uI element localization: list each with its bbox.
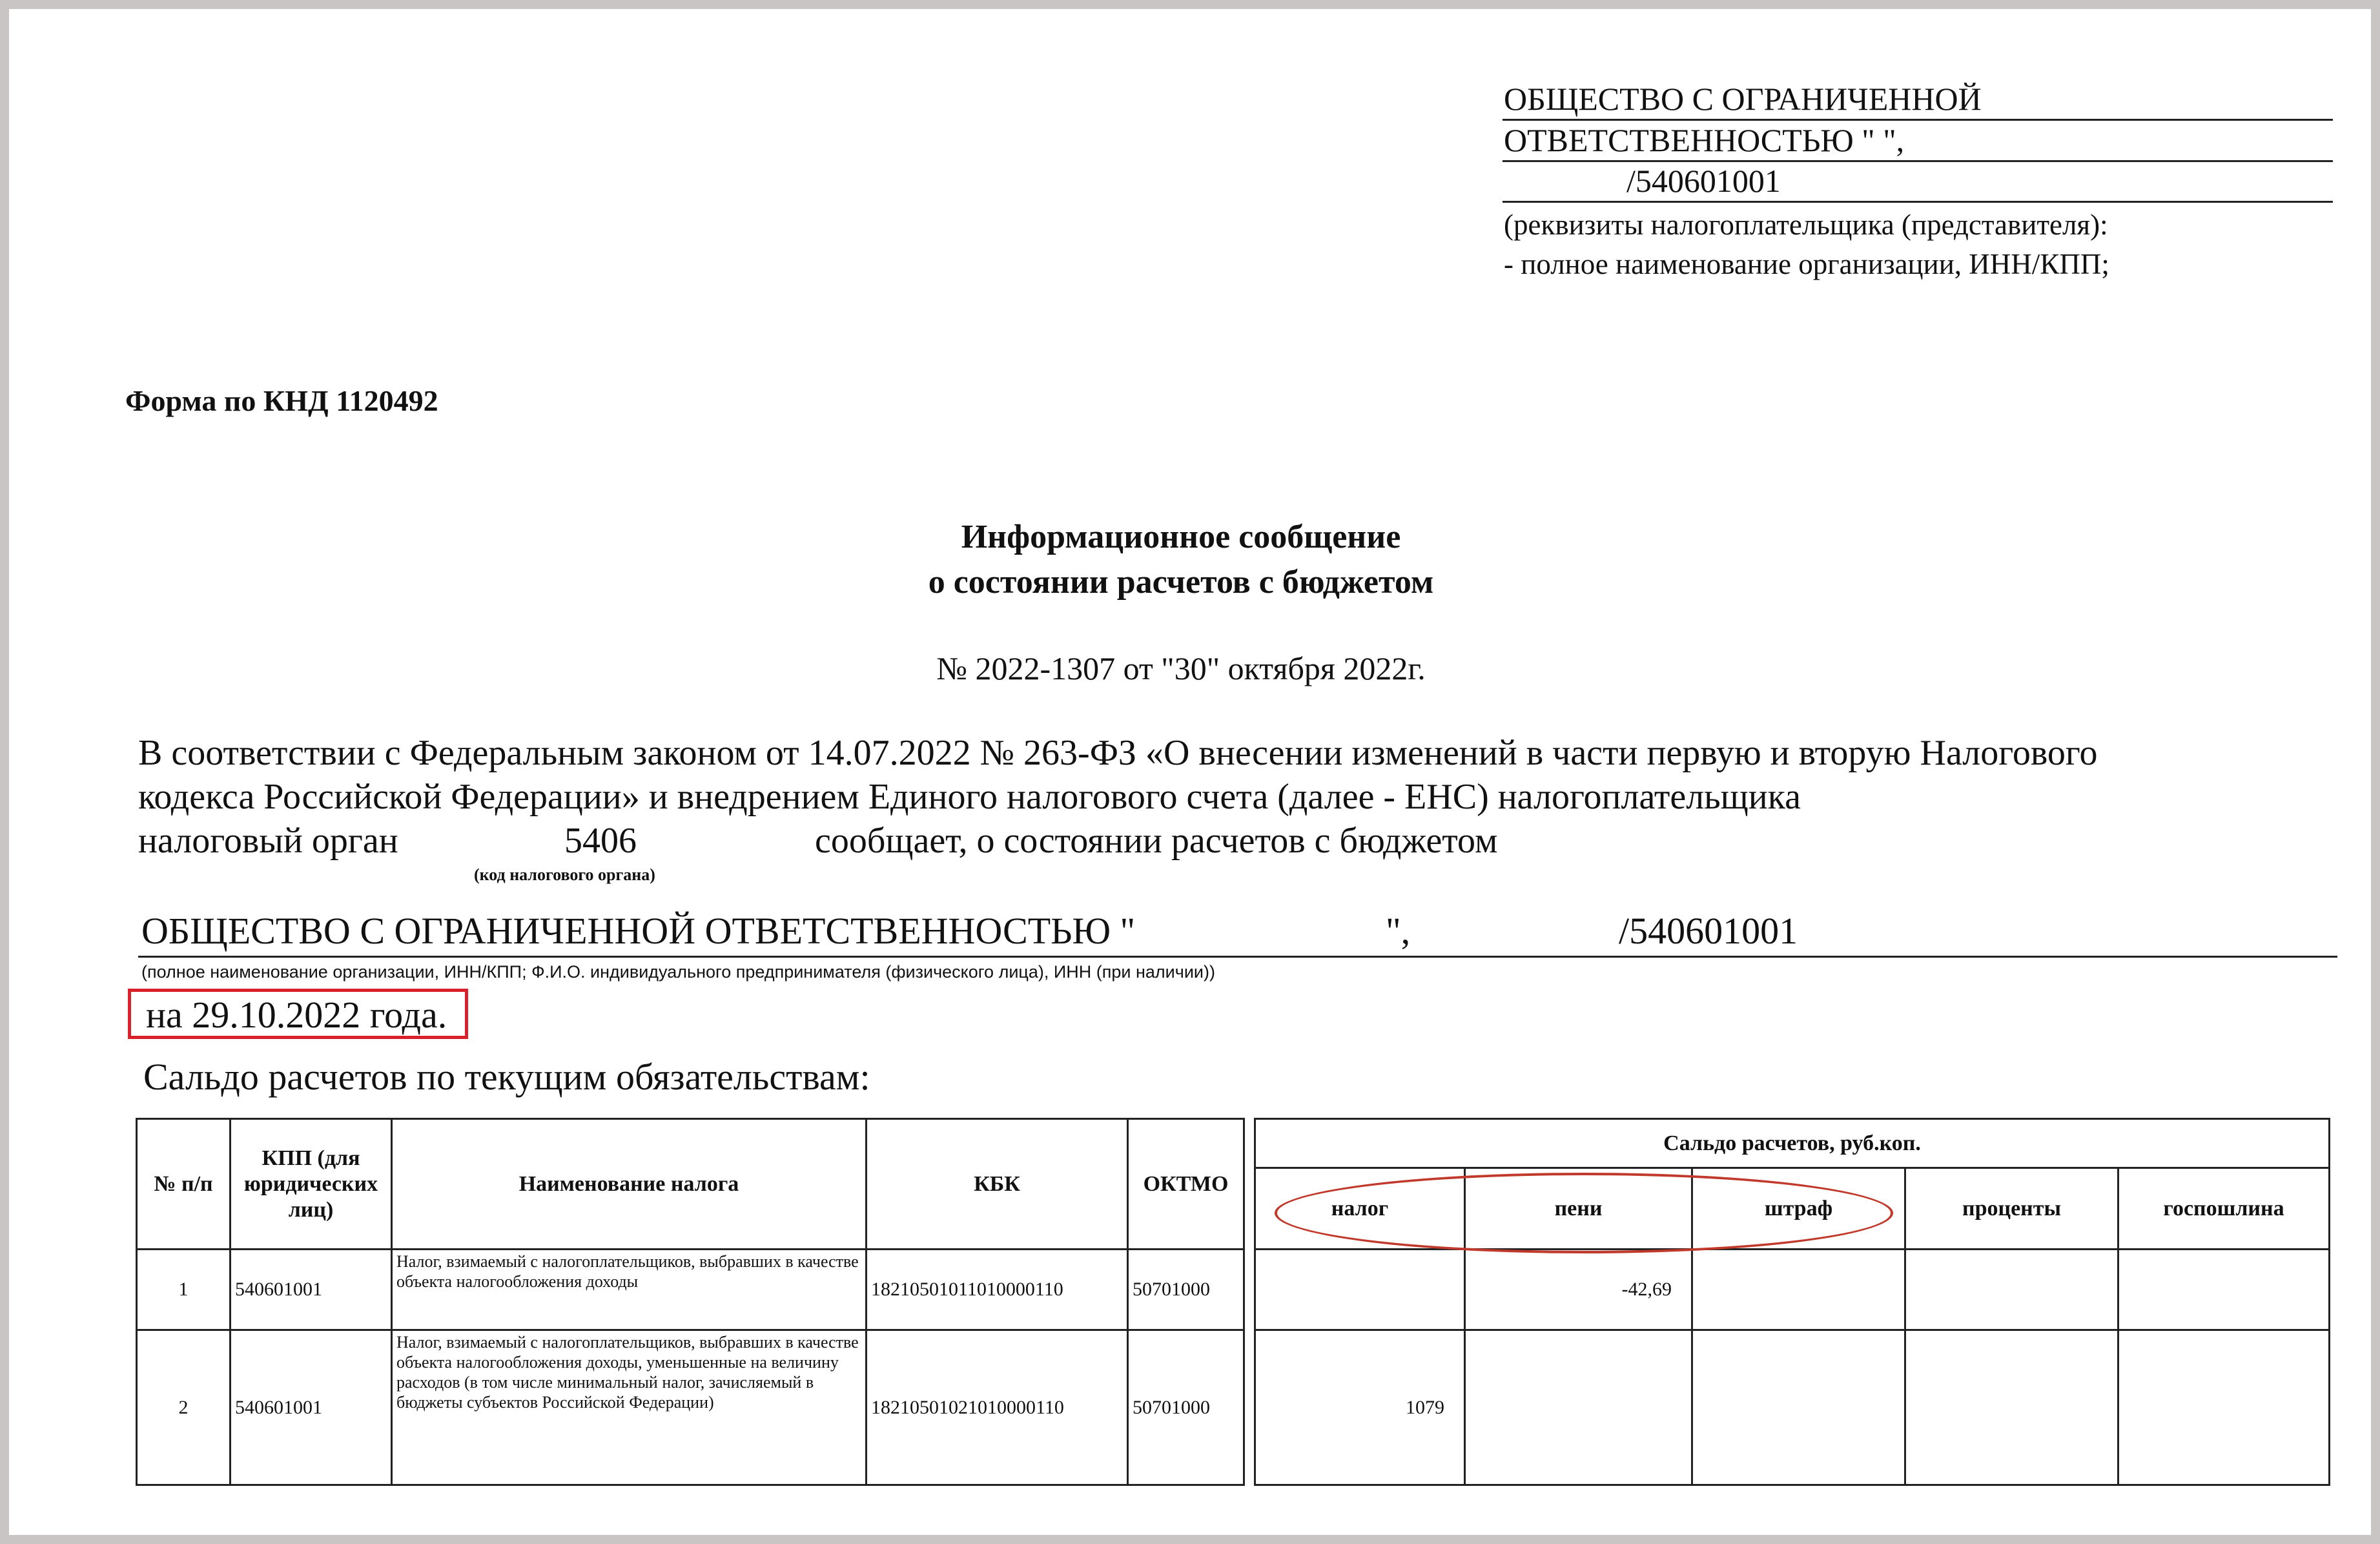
header-kbk: КБК <box>867 1119 1128 1250</box>
row-1-kpp: 540601001 <box>231 1250 392 1330</box>
row-1-num: 1 <box>137 1250 231 1330</box>
organization-rule <box>138 956 2337 958</box>
table-row <box>137 1250 2330 1330</box>
header-tax: налог <box>1255 1168 1465 1250</box>
tax-office-caption: (код налогового органа) <box>474 865 655 884</box>
intro-line-3-suffix: сообщает, о состоянии расчетов с бюджетом <box>815 821 1498 861</box>
intro-line-1: В соответствии с Федеральным законом от 14.07.2022 № 263-ФЗ «О внесении изменений в части первую и вторую Налогового <box>138 733 2098 773</box>
row-2-fine <box>1692 1330 1905 1485</box>
requisites-note-1: (реквизиты налогоплательщика (представителя): <box>1504 209 2108 241</box>
tax-office-code: 5406 <box>564 821 637 861</box>
header-duty: госпошлина <box>2118 1168 2330 1250</box>
header-oktmo: ОКТМО <box>1128 1119 1244 1250</box>
header-num: № п/п <box>137 1119 231 1250</box>
row-1-interest <box>1905 1250 2118 1330</box>
header-fine: штраф <box>1692 1168 1905 1250</box>
row-1-duty <box>2118 1250 2330 1330</box>
row-2-tax-name: Налог, взимаемый с налогоплательщиков, выбравших в качестве объекта налогообложения доходы, уменьшенные на величину расходов (в том числе минимальный налог, зачисляемый в бюджеты субъектов Российской Федерации) <box>392 1330 867 1485</box>
row-2-duty <box>2118 1330 2330 1485</box>
header-interest: проценты <box>1905 1168 2118 1250</box>
row-2-penalty <box>1465 1330 1692 1485</box>
header-penalty: пени <box>1465 1168 1692 1250</box>
header-tax-name: Наименование налога <box>392 1119 867 1250</box>
organization-name-prefix: ОБЩЕСТВО С ОГРАНИЧЕННОЙ ОТВЕТСТВЕННОСТЬЮ " <box>141 910 1136 952</box>
row-2-oktmo: 50701000 <box>1128 1330 1244 1485</box>
organization-caption: (полное наименование организации, ИНН/КПП; Ф.И.О. индивидуального предпринимателя (физического лица), ИНН (при наличии)) <box>141 962 1215 982</box>
balance-table <box>136 1118 2330 1486</box>
row-1-oktmo: 50701000 <box>1128 1250 1244 1330</box>
row-1-tax <box>1255 1250 1465 1330</box>
form-code: Форма по КНД 1120492 <box>125 384 438 417</box>
row-2-num: 2 <box>137 1330 231 1485</box>
table-gap <box>1244 1119 1255 1485</box>
document-title-line-1: Информационное сообщение <box>961 519 1401 555</box>
header-balance-group: Сальдо расчетов, руб.коп. <box>1255 1119 2330 1168</box>
requisites-line-1: ОБЩЕСТВО С ОГРАНИЧЕННОЙ <box>1504 81 1982 117</box>
intro-line-2: кодекса Российской Федерации» и внедрением Единого налогового счета (далее - ЕНС) налогоплательщика <box>138 777 1801 817</box>
headers-highlight-oval <box>1275 1173 1893 1253</box>
row-2-kbk: 18210501021010000110 <box>867 1330 1128 1485</box>
requisites-note-2: - полное наименование организации, ИНН/КПП; <box>1504 248 2109 280</box>
organization-kpp: /540601001 <box>1619 910 1798 952</box>
header-kpp: КПП (для юридических лиц) <box>231 1119 392 1250</box>
row-1-penalty: -42,69 <box>1465 1250 1692 1330</box>
document-page <box>9 9 2371 1535</box>
requisites-line-2: ОТВЕТСТВЕННОСТЬЮ " ", <box>1504 122 1905 158</box>
row-1-tax-name: Налог, взимаемый с налогоплательщиков, выбравших в качестве объекта налогообложения доходы <box>392 1250 867 1330</box>
row-1-fine <box>1692 1250 1905 1330</box>
balance-date: на 29.10.2022 года. <box>146 994 447 1036</box>
row-2-interest <box>1905 1330 2118 1485</box>
row-1-kbk: 18210501011010000110 <box>867 1250 1128 1330</box>
date-highlight-box <box>128 989 468 1039</box>
row-2-tax: 1079 <box>1255 1330 1465 1485</box>
intro-line-3-prefix: налоговый орган <box>138 821 398 861</box>
balance-heading: Сальдо расчетов по текущим обязательствам: <box>143 1056 870 1098</box>
requisites-rule-3 <box>1503 201 2333 203</box>
organization-name-middle: ", <box>1386 910 1411 952</box>
document-number: № 2022-1307 от "30" октября 2022г. <box>936 650 1426 686</box>
table-row <box>137 1330 2330 1485</box>
row-2-kpp: 540601001 <box>231 1330 392 1485</box>
document-title-line-2: о состоянии расчетов с бюджетом <box>928 564 1434 601</box>
requisites-line-3: /540601001 <box>1626 163 1781 199</box>
